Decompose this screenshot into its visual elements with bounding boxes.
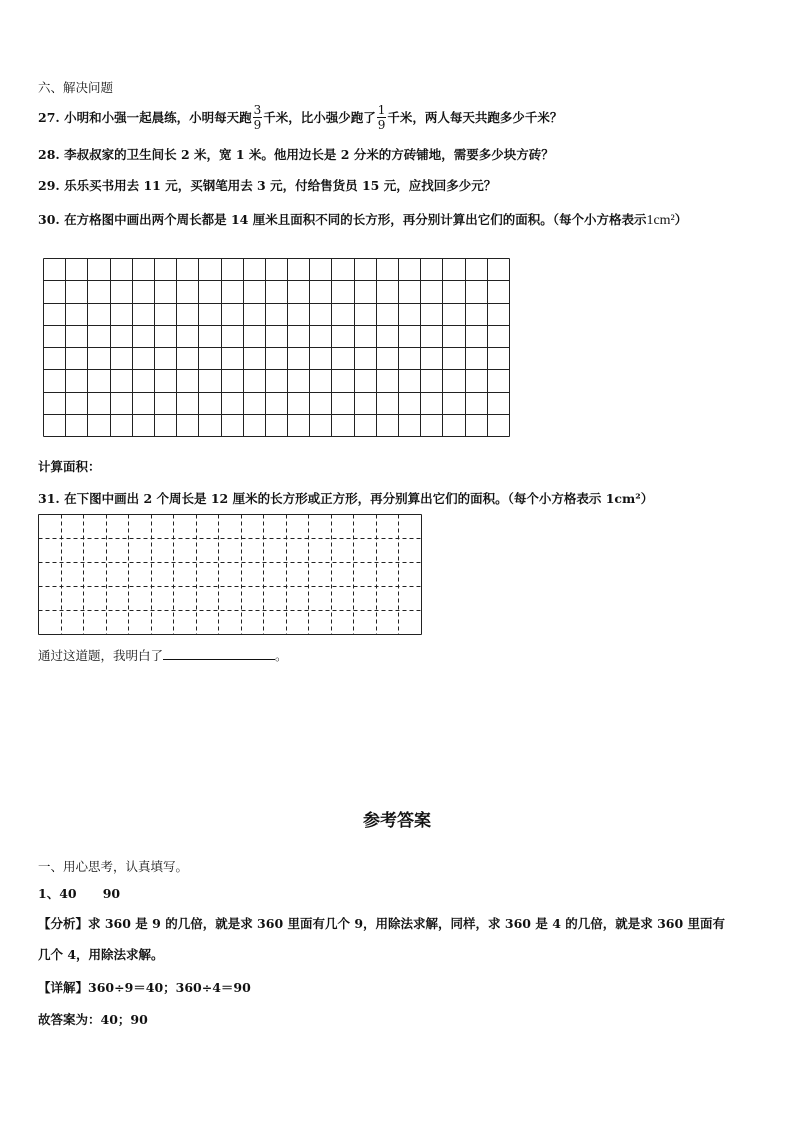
analysis-line-1: 【分析】求 360 是 9 的几倍，就是求 360 里面有几个 9，用除法求解，同样，求 360 是 4 的几倍，就是求 360 里面有 [38, 916, 726, 931]
grid-solid [43, 258, 510, 437]
q27-text-3: 千米，两人每天共跑多少千米？ [387, 110, 563, 125]
answer-blank[interactable] [163, 648, 275, 660]
analysis-line-2: 几个 4，用除法求解。 [38, 947, 164, 962]
section1-heading: 一、用心思考，认真填写。 [38, 859, 189, 874]
learned-suffix: 。 [275, 648, 288, 663]
q27-number: 27. [38, 110, 60, 125]
grid-dashed [38, 514, 422, 635]
question-30 [38, 212, 687, 230]
question-28: 28. 李叔叔家的卫生间长 2 米，宽 1 米。他用边长是 2 分米的方砖铺地，需要多少块方砖？ [38, 147, 554, 162]
q30-text: 30. 在方格图中画出两个周长都是 14 厘米且面积不同的长方形，再分别计算出它们的面积。（每个小方格表示 [38, 212, 647, 227]
fraction-numerator: 3 [253, 103, 262, 117]
q30-close: ） [674, 212, 688, 227]
final-answer: 故答案为：40；90 [38, 1012, 148, 1027]
section6-heading: 六、解决问题 [38, 80, 114, 95]
fraction-denominator: 9 [377, 118, 386, 132]
question-27 [38, 104, 562, 131]
detail-line: 【详解】360÷9＝40；360÷4＝90 [38, 980, 251, 995]
q30-unit: 1cm² [646, 213, 675, 228]
learned-prefix: 通过这道题，我明白了 [38, 648, 164, 663]
fraction-numerator: 1 [377, 103, 386, 117]
q27-text-1: 小明和小强一起晨练，小明每天跑 [64, 110, 252, 125]
question-31: 31. 在下图中画出 2 个周长是 12 厘米的长方形或正方形，再分别算出它们的面积。（每个小方格表示 1cm²） [38, 491, 654, 506]
question-29: 29. 乐乐买书用去 11 元，买钢笔用去 3 元，付给售货员 15 元，应找回多少元？ [38, 178, 497, 193]
learned-line [38, 648, 288, 663]
fraction-1-9 [377, 104, 387, 131]
fraction-3-9 [253, 104, 263, 131]
answer-title: 参考答案 [363, 811, 431, 831]
calc-area-label: 计算面积： [38, 459, 101, 474]
answer-1: 1、40 90 [38, 886, 121, 901]
fraction-denominator: 9 [253, 118, 262, 132]
q27-text-2: 千米，比小强少跑了 [263, 110, 376, 125]
